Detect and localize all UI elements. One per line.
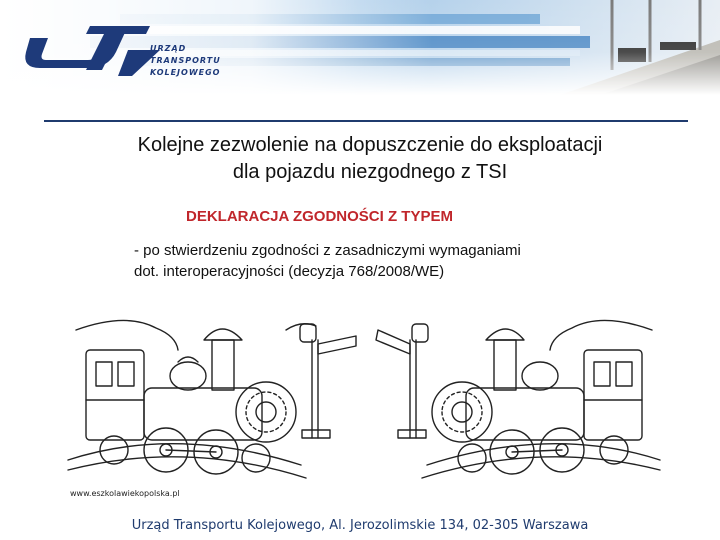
logo-text-line3: KOLEJOWEGO [150, 68, 221, 77]
body-line1: - po stwierdzeniu zgodności z zasadniczymi wymaganiami [134, 242, 521, 259]
footer-address: Urząd Transportu Kolejowego, Al. Jerozolimskie 134, 02-305 Warszawa [131, 518, 589, 533]
slide-title-line1: Kolejne zezwolenie na dopuszczenie do eksploatacji [137, 134, 603, 156]
slide-title [60, 132, 680, 186]
train-photo-banner [0, 0, 720, 95]
locomotive-drawing-left [68, 320, 356, 478]
logo-text-line1: URZĄD [150, 44, 187, 53]
header-banner [0, 0, 720, 95]
slide-title-line2: dla pojazdu niezgodnego z TSI [232, 161, 508, 183]
declaration-heading: DEKLARACJA ZGODNOŚCI Z TYPEM [186, 208, 453, 225]
slide-body [134, 240, 521, 282]
locomotive-drawing-right [376, 320, 660, 478]
image-credit: www.eszkolawiekopolska.pl [70, 489, 180, 498]
logo-text-line2: TRANSPORTU [150, 56, 221, 65]
body-line2: dot. interoperacyjności (decyzja 768/2008/WE) [134, 263, 445, 280]
header-divider [44, 120, 688, 122]
spot-the-difference-pictures [66, 300, 666, 485]
